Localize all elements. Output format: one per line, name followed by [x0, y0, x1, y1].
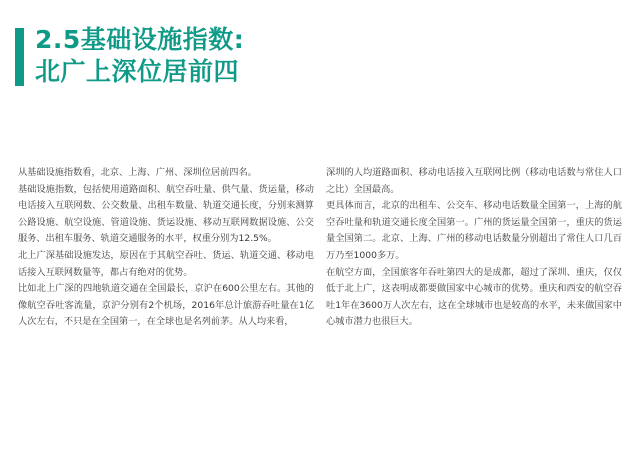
- paragraph: 在航空方面，全国旅客年吞吐第四大的是成都，超过了深圳、重庆，仅仅低于北上广，这表明成都要做国家中心城市的优势。重庆和西安的航空吞吐1年在3600万人次左右，这在全球城市也是较高的水平，未来做国家中心城市潜力也很巨大。: [326, 266, 622, 328]
- title-accent-bar: [15, 28, 24, 86]
- paragraph: 基础设施指数，包括使用道路面积、航空吞吐量、供气量、货运量，移动电话接入互联网数、公交数量、出租车数量、轨道交通长度，分别来测算公路设施、航空设施、管道设施、货运设施、移动互联网数据设施、公交服务、出租车服务、轨道交通服务的水平，权重分别为12.5%。: [18, 183, 314, 245]
- body-column-right: [326, 165, 622, 331]
- paragraph: 深圳的人均道路面积、移动电话接入互联网比例（移动电话数与常住人口之比）全国最高。: [326, 167, 622, 195]
- paragraph: 更具体而言，北京的出租车、公交车、移动电话数量全国第一，上海的航空吞吐量和轨道交通长度全国第一。广州的货运量全国第一，重庆的货运量全国第二。北京、上海、广州的移动电话数量分别超出了常住人口几百万乃至1000多万。: [326, 200, 622, 261]
- body-column-left: [18, 165, 314, 331]
- section-heading: [35, 24, 595, 88]
- heading-line-2: 北广上深位居前四: [35, 57, 240, 86]
- paragraph: 北上广深基础设施发达，原因在于其航空吞吐、货运、轨道交通、移动电话接入互联网数量等，都占有绝对的优势。: [18, 249, 314, 278]
- paragraph: 从基础设施指数看，北京、上海、广州、深圳位居前四名。: [18, 167, 257, 178]
- paragraph: 比如北上广深的四地轨道交通在全国最长，京沪在600公里左右。其他的像航空吞吐客流量，京沪分别有2个机场，2016年总计旅游吞吐量在1亿人次左右，不只是在全国第一，在全球也是名列前茅。从人均来看，: [18, 283, 314, 328]
- heading-line-1: 2.5基础设施指数:: [35, 25, 245, 54]
